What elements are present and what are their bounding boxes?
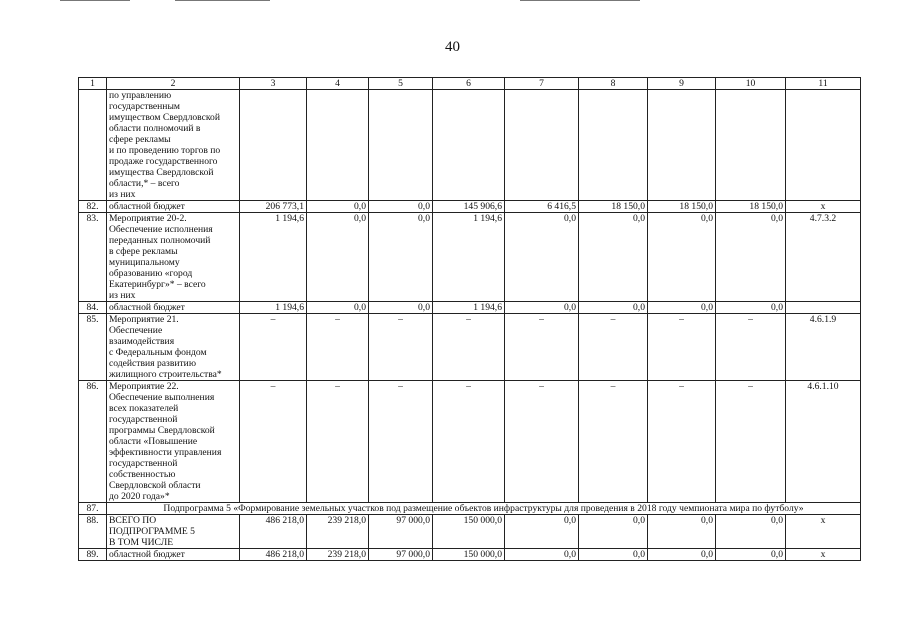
row-value [433, 90, 505, 201]
row-value: 0,0 [648, 549, 716, 561]
table-row [79, 302, 861, 314]
row-value: 1 194,6 [433, 213, 505, 302]
row-value: 0,0 [369, 213, 433, 302]
row-value: 239 218,0 [307, 549, 369, 561]
subprogram-title: Подпрограмма 5 «Формирование земельных участков под размещение объектов инфраструктуры для проведения в 2018 году чемпионата мира по футболу» [107, 503, 861, 515]
row-number: 88. [79, 515, 107, 549]
row-value: – [648, 381, 716, 503]
row-value: 150 000,0 [433, 549, 505, 561]
row-number: 83. [79, 213, 107, 302]
row-value: 0,0 [716, 549, 786, 561]
row-name: по управлению государственным имуществом Свердловской области полномочий в сфере рекламы и по проведению торгов по продаже государственного имущества Свердловской области,* – всего из них [107, 90, 240, 201]
row-value: – [716, 381, 786, 503]
top-rule-middle [175, 0, 270, 1]
row-value: 486 218,0 [240, 549, 307, 561]
row-name: Мероприятие 22. Обеспечение выполнения всех показателей государственной программы Свердловской области «Повышение эффективности управления государственной собственностью Свердловской области до 2020 года»* [107, 381, 240, 503]
row-value: – [579, 381, 648, 503]
row-name: областной бюджет [107, 549, 240, 561]
row-value: – [307, 314, 369, 381]
row-value: 0,0 [579, 515, 648, 549]
row-value: 206 773,1 [240, 201, 307, 213]
row-value: 0,0 [505, 302, 579, 314]
row-value: 0,0 [579, 213, 648, 302]
row-value: 0,0 [716, 213, 786, 302]
row-target-code: 4.7.3.2 [786, 213, 861, 302]
table-row [79, 515, 861, 549]
row-value: – [505, 314, 579, 381]
row-value [579, 90, 648, 201]
row-target-code: 4.6.1.9 [786, 314, 861, 381]
column-header: 9 [648, 78, 716, 90]
column-header: 6 [433, 78, 505, 90]
row-value: 486 218,0 [240, 515, 307, 549]
row-value [369, 90, 433, 201]
row-value [307, 90, 369, 201]
row-name: областной бюджет [107, 201, 240, 213]
row-name: областной бюджет [107, 302, 240, 314]
row-value: 18 150,0 [579, 201, 648, 213]
row-value: 0,0 [716, 515, 786, 549]
row-value: 1 194,6 [240, 302, 307, 314]
row-value: – [240, 381, 307, 503]
row-value: 0,0 [579, 549, 648, 561]
row-value: – [307, 381, 369, 503]
column-header: 5 [369, 78, 433, 90]
row-value: 0,0 [307, 201, 369, 213]
row-value: 1 194,6 [433, 302, 505, 314]
row-name: Мероприятие 20-2. Обеспечение исполнения переданных полномочий в сфере рекламы муниципальному образованию «город Екатеринбург»* – всего из них [107, 213, 240, 302]
row-value: – [369, 381, 433, 503]
row-value [505, 90, 579, 201]
row-target-code [786, 90, 861, 201]
row-value: 0,0 [505, 515, 579, 549]
row-value [716, 90, 786, 201]
row-target-code: х [786, 201, 861, 213]
row-value: 150 000,0 [433, 515, 505, 549]
row-value: – [579, 314, 648, 381]
column-header: 7 [505, 78, 579, 90]
row-number: 84. [79, 302, 107, 314]
page-number: 40 [445, 39, 460, 55]
column-header: 10 [716, 78, 786, 90]
budget-table [78, 77, 861, 561]
row-number [79, 90, 107, 201]
row-value: 0,0 [648, 515, 716, 549]
row-number: 82. [79, 201, 107, 213]
row-value: 97 000,0 [369, 549, 433, 561]
row-number: 85. [79, 314, 107, 381]
row-value: 0,0 [505, 549, 579, 561]
subprogram-row [79, 503, 861, 515]
table-row [79, 201, 861, 213]
column-number-row [79, 78, 861, 90]
column-header: 8 [579, 78, 648, 90]
row-value: 6 416,5 [505, 201, 579, 213]
table-row [79, 90, 861, 201]
row-value: 97 000,0 [369, 515, 433, 549]
row-value: 0,0 [648, 213, 716, 302]
row-value: 0,0 [369, 302, 433, 314]
row-value: – [505, 381, 579, 503]
row-value: 1 194,6 [240, 213, 307, 302]
row-value: 0,0 [505, 213, 579, 302]
row-name: Мероприятие 21. Обеспечение взаимодействия с Федеральным фондом содействия развитию жилищного строительства* [107, 314, 240, 381]
row-value: 18 150,0 [716, 201, 786, 213]
row-value: 0,0 [716, 302, 786, 314]
row-number: 87. [79, 503, 107, 515]
table-row [79, 314, 861, 381]
row-value: 0,0 [369, 201, 433, 213]
row-value: – [240, 314, 307, 381]
row-value: 18 150,0 [648, 201, 716, 213]
row-value: 239 218,0 [307, 515, 369, 549]
row-value: – [433, 381, 505, 503]
row-value [648, 90, 716, 201]
row-target-code: 4.6.1.10 [786, 381, 861, 503]
row-value: – [716, 314, 786, 381]
table-row [79, 213, 861, 302]
row-value: – [433, 314, 505, 381]
row-target-code: х [786, 549, 861, 561]
table-row [79, 381, 861, 503]
row-value: – [369, 314, 433, 381]
row-target-code: х [786, 515, 861, 549]
row-value: 145 906,6 [433, 201, 505, 213]
row-number: 86. [79, 381, 107, 503]
row-value: 0,0 [648, 302, 716, 314]
table-row [79, 549, 861, 561]
top-rule-left [60, 0, 130, 1]
column-header: 2 [107, 78, 240, 90]
row-value: 0,0 [307, 213, 369, 302]
row-target-code [786, 302, 861, 314]
column-header: 4 [307, 78, 369, 90]
row-value: – [648, 314, 716, 381]
row-number: 89. [79, 549, 107, 561]
top-rule-right [520, 0, 640, 1]
row-name: ВСЕГО ПО ПОДПРОГРАММЕ 5 В ТОМ ЧИСЛЕ [107, 515, 240, 549]
row-value [240, 90, 307, 201]
column-header: 3 [240, 78, 307, 90]
column-header: 11 [786, 78, 861, 90]
row-value: 0,0 [579, 302, 648, 314]
row-value: 0,0 [307, 302, 369, 314]
column-header: 1 [79, 78, 107, 90]
